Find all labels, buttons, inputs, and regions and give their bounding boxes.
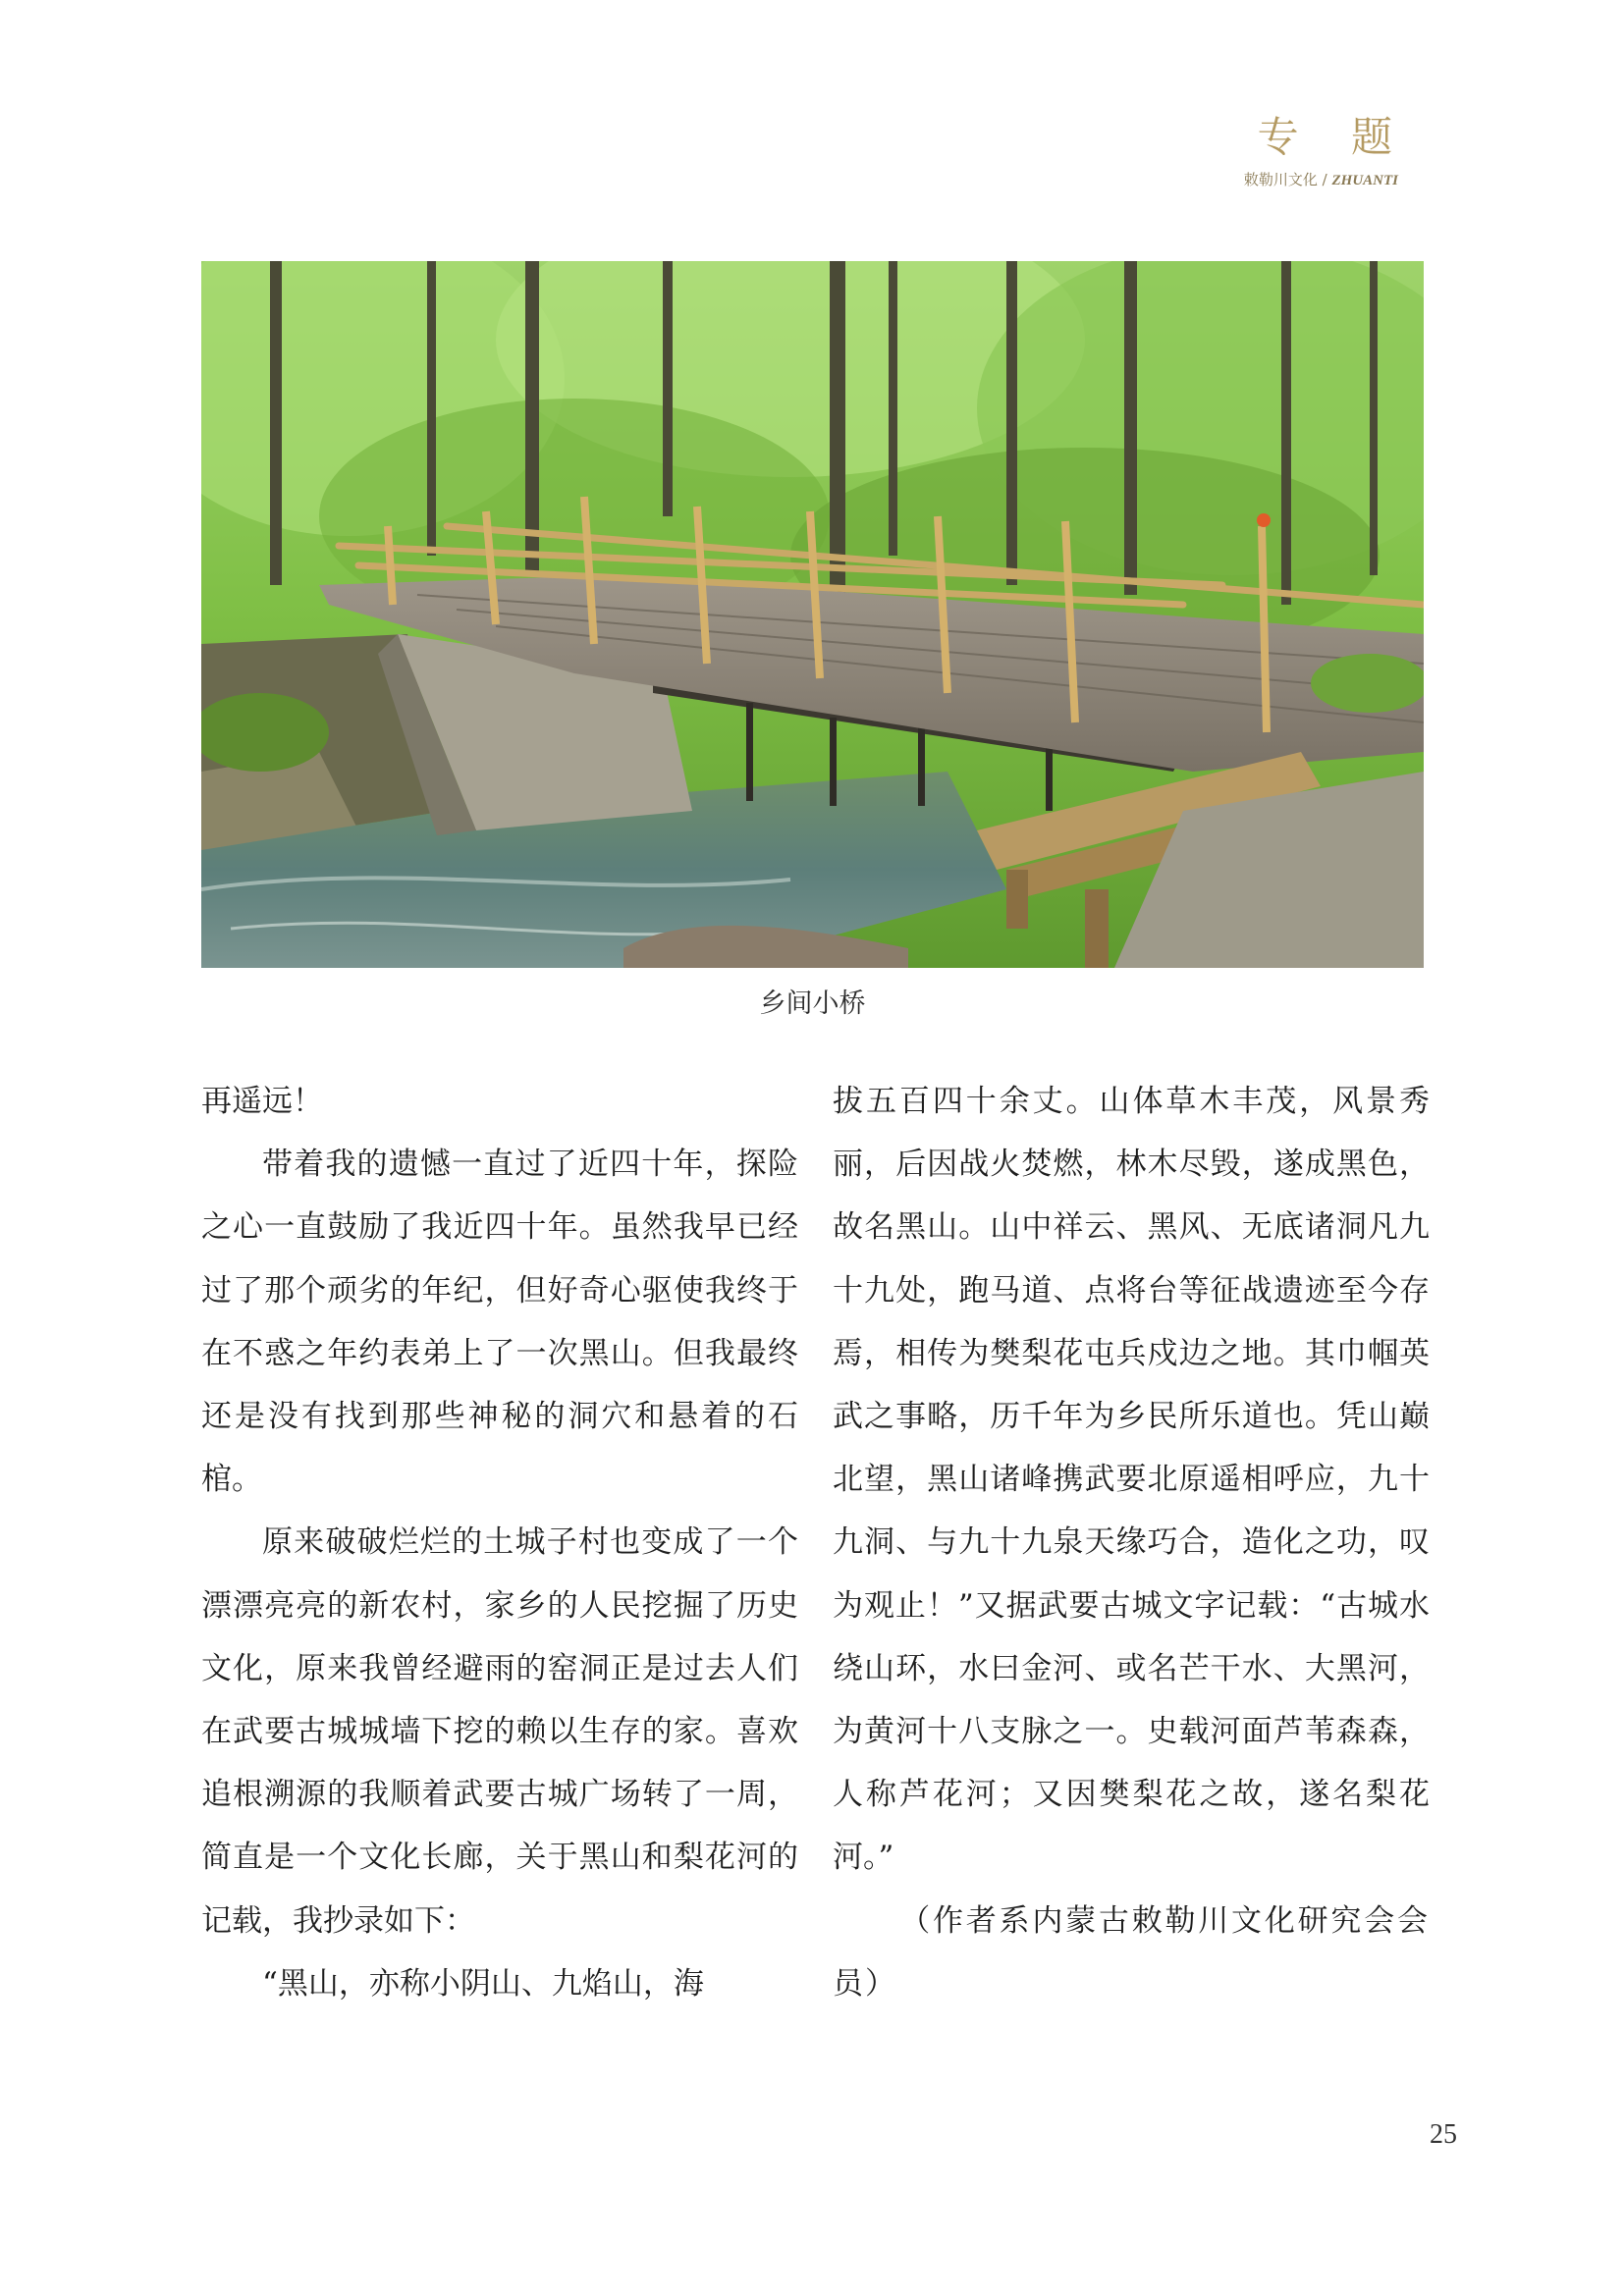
section-subtitle-cn: 敕勒川文化 / <box>1243 171 1332 188</box>
paragraph: 带着我的遗憾一直过了近四十年，探险之心一直鼓励了我近四十年。虽然我早已经过了那个顽劣的年纪，但好奇心驱使我终于在不惑之年约表弟上了一次黑山。但我最终还是没有找到那些神秘的洞穴和悬着的石棺。 <box>201 1147 798 1498</box>
photo-caption: 乡间小桥 <box>759 988 866 1019</box>
section-subtitle <box>1244 169 1398 189</box>
paragraph: 拔五百四十余丈。山体草木丰茂，风景秀丽，后因战火焚燃，林木尽毁，遂成黑色，故名黑山。山中祥云、黑风、无底诸洞凡九十九处，跑马道、点将台等征战遗迹至今存焉，相传为樊梨花屯兵戍边之地。其巾帼英武之事略，历千年为乡民所乐道也。凭山巅北望，黑山诸峰携武要北原遥相呼应，九十九洞、与九十九泉天缘巧合，造化之功，叹为观止！”又据武要古城文字记载：“古城水绕山环，水曰金河、或名芒干水、大黑河，为黄河十八支脉之一。史载河面芦苇森森，人称芦花河；又因樊梨花之故，遂名梨花河。” <box>833 1084 1430 1876</box>
author-note: （作者系内蒙古敕勒川文化研究会会员） <box>833 1902 1430 2002</box>
section-header <box>1243 110 1412 189</box>
paragraph: “黑山，亦称小阴山、九焰山，海 <box>262 1965 704 2002</box>
right-column <box>833 1070 1430 2015</box>
left-column <box>201 1070 798 2015</box>
bridge-photo <box>201 261 1424 968</box>
page-number: 25 <box>1430 2119 1457 2150</box>
section-title: 专 题 <box>1257 113 1412 161</box>
paragraph: 再遥远！ <box>201 1084 323 1119</box>
paragraph: 原来破破烂烂的土城子村也变成了一个漂漂亮亮的新农村，家乡的人民挖掘了历史文化，原来我曾经避雨的窑洞正是过去人们在武要古城城墙下挖的赖以生存的家。喜欢追根溯源的我顺着武要古城广场转了一周，简直是一个文化长廊，关于黑山和梨花河的记载，我抄录如下： <box>201 1524 798 1939</box>
section-subtitle-en: ZHUANTI <box>1331 173 1398 188</box>
